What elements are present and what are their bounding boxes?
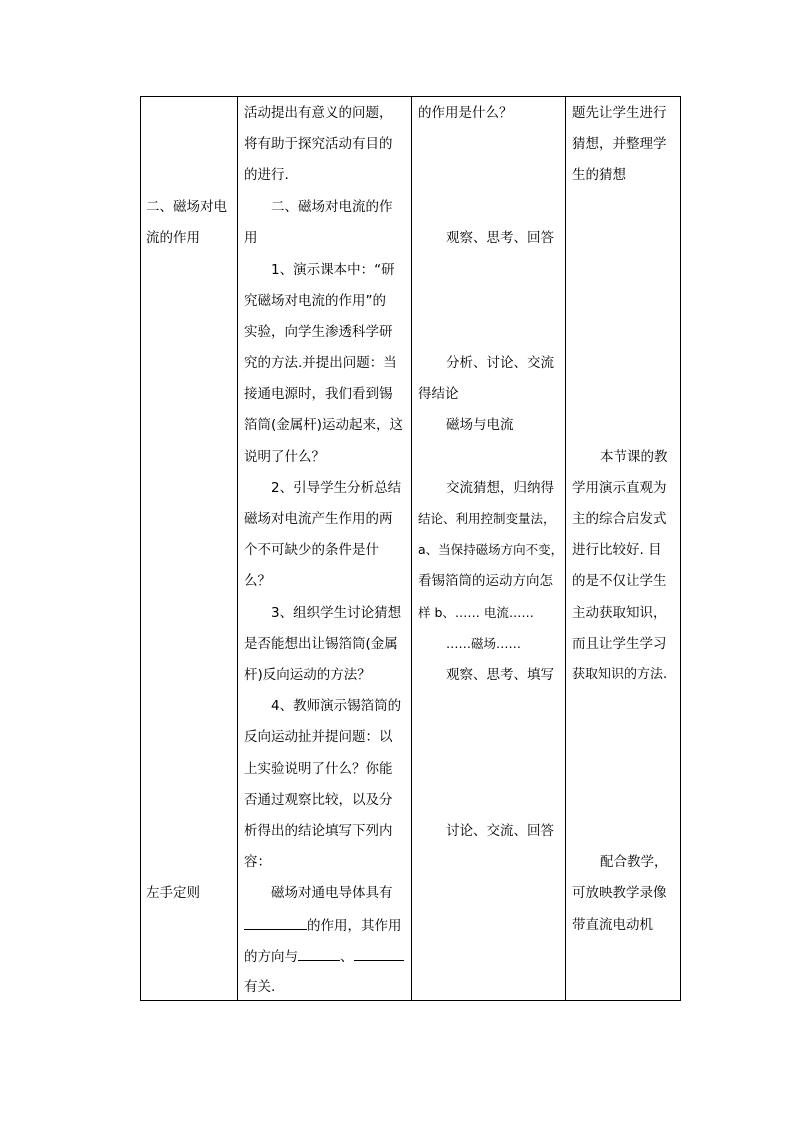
intent-text-line: 题先让学生进行 — [572, 105, 667, 121]
teacher-text-line: 的进行. — [244, 167, 289, 183]
student-text-line: 样 b、…… 电流…… — [418, 605, 534, 620]
teacher-text-line: 用 — [244, 230, 258, 246]
answer-blank — [298, 946, 340, 961]
teacher-text-line: 究磁场对电流的作用”的 — [244, 293, 386, 309]
teacher-text-line: 容： — [244, 854, 271, 870]
lesson-plan-table — [140, 96, 681, 1001]
student-text-line: 磁场与电流 — [446, 417, 514, 433]
answer-blank — [354, 946, 404, 961]
intent-text-line: 本节课的教 — [600, 449, 668, 465]
teacher-text-line: 磁场对电流产生作用的两 — [244, 511, 393, 527]
intent-text-line: 主动获取知识， — [572, 605, 667, 621]
teacher-text-line: 说明了什么？ — [244, 449, 325, 465]
teacher-text-line: 个不可缺少的条件是什 — [244, 542, 379, 558]
student-text-line: 看锡箔筒的运动方向怎 — [418, 573, 553, 589]
student-text-line: ……磁场…… — [446, 636, 522, 651]
student-text-line: 的作用是什么？ — [418, 105, 513, 121]
column-divider — [565, 97, 566, 1000]
teacher-text-line: 3、组织学生讨论猜想 — [271, 605, 402, 621]
intent-text-line: 学用演示直观为 — [572, 480, 667, 496]
intent-text-line: 可放映教学录像 — [572, 885, 667, 901]
teacher-text-line: 接通电源时，我们看到锡 — [244, 386, 393, 402]
column-divider — [411, 97, 412, 1000]
teacher-text-line: 上实验说明了什么？你能 — [244, 761, 393, 777]
intent-text-line: 进行比较好. 目 — [572, 542, 662, 558]
intent-text-line: 主的综合启发式 — [572, 511, 667, 527]
student-text-line: 得结论 — [418, 386, 459, 402]
student-text-line: 交流猜想，归纳得 — [446, 480, 554, 496]
teacher-text-line: 磁场对通电导体具有 — [271, 885, 393, 901]
section-title: 左手定则 — [146, 885, 200, 901]
intent-text-line: 获取知识的方法. — [572, 667, 668, 682]
teacher-text-line: 有关. — [244, 979, 276, 995]
teacher-text-line: 活动提出有意义的问题， — [244, 105, 393, 121]
intent-text-line: 的是不仅让学生 — [572, 573, 667, 589]
teacher-text-line: 将有助于探究活动有目的 — [244, 136, 393, 152]
fill-blank-line: 的作用，其作用 — [244, 915, 402, 936]
student-text-line: 分析、讨论、交流 — [446, 355, 554, 371]
teacher-text-line: 析得出的结论填写下列内 — [244, 823, 393, 839]
column-divider — [237, 97, 238, 1000]
teacher-text-line: 二、磁场对电流的作 — [271, 199, 393, 215]
student-text-line: 讨论、交流、回答 — [446, 823, 554, 839]
intent-text-line: 带直流电动机 — [572, 917, 653, 933]
teacher-text-line: 是否能想出让锡箔筒(金属 — [244, 636, 398, 652]
student-text-line: 结论、利用控制变量法， — [418, 511, 556, 526]
intent-text-line: 配合教学， — [600, 854, 668, 870]
teacher-text-line: 4、教师演示锡箔筒的 — [271, 698, 402, 714]
intent-text-line: 而且让学生学习 — [572, 636, 667, 652]
fill-blank-line: 的方向与 、 — [244, 946, 404, 967]
teacher-text-line: 箔筒(金属杆)运动起来，这 — [244, 417, 404, 433]
student-text-line: a、当保持磁场方向不变， — [418, 542, 564, 557]
answer-blank — [244, 915, 307, 930]
teacher-text-line: 反向运动扯并提问题：以 — [244, 729, 393, 745]
teacher-text-line: 2、引导学生分析总结 — [271, 480, 402, 496]
intent-text-line: 生的猜想 — [572, 167, 626, 183]
student-text-line: 观察、思考、回答 — [446, 230, 554, 246]
teacher-text-line: 杆)反向运动的方法？ — [244, 667, 371, 683]
teacher-text-line: 实验，向学生渗透科学研 — [244, 324, 393, 340]
section-title: 流的作用 — [146, 230, 200, 246]
teacher-text-line: 么？ — [244, 573, 271, 589]
student-text-line: 观察、思考、填写 — [446, 667, 554, 683]
teacher-text-line: 否通过观察比较，以及分 — [244, 792, 393, 808]
teacher-text-line: 究的方法.并提出问题：当 — [244, 355, 397, 371]
teacher-text-line: 1、演示课本中：“研 — [271, 262, 395, 278]
section-title: 二、磁场对电 — [146, 199, 227, 215]
intent-text-line: 猜想，并整理学 — [572, 136, 667, 152]
